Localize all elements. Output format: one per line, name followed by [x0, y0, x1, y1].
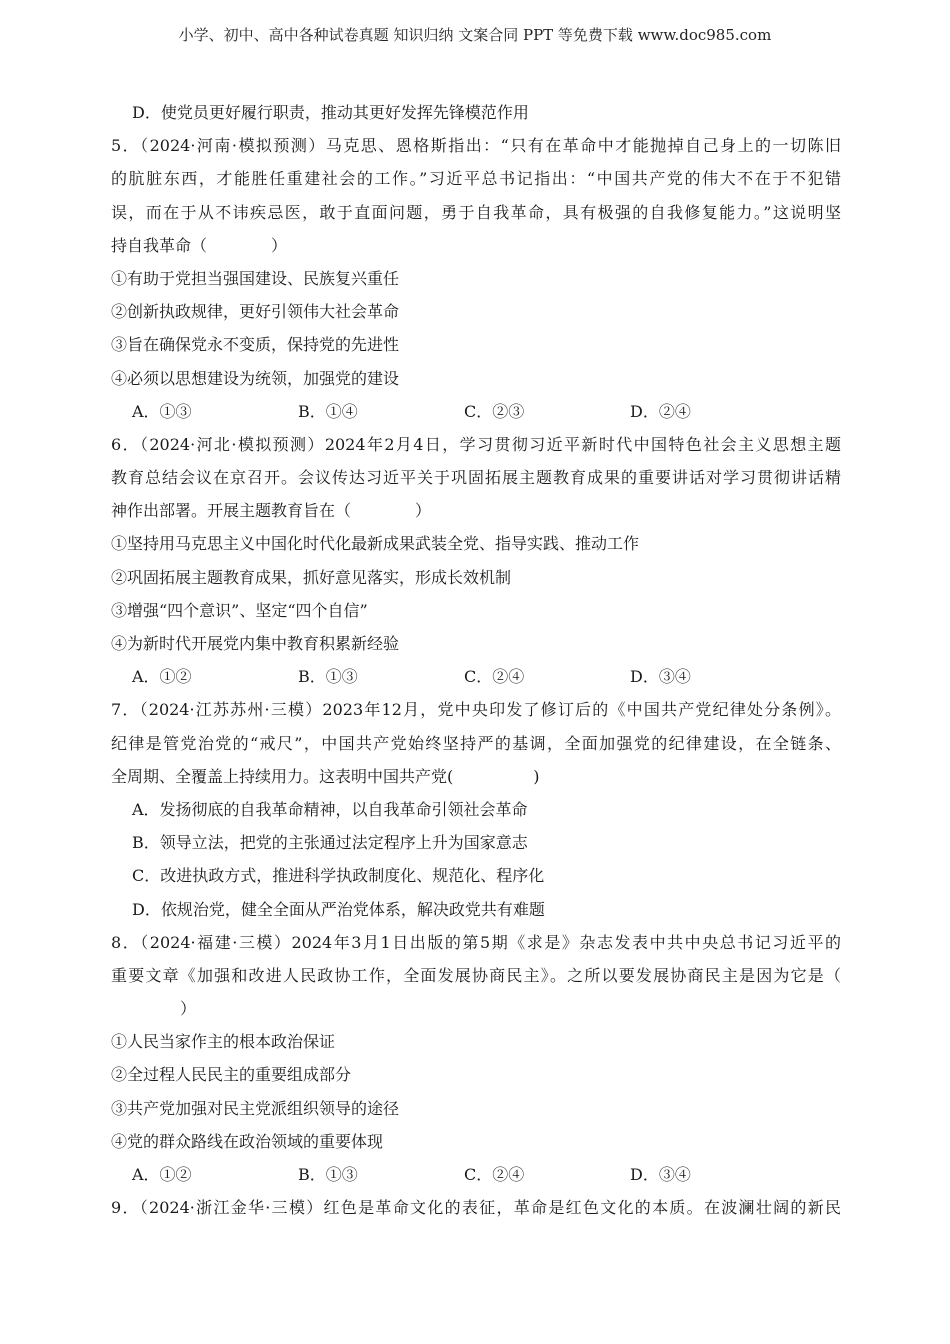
text-line: A．发扬彻底的自我革命精神，以自我革命引领社会革命: [132, 799, 528, 819]
answer-option: A．①③: [132, 401, 192, 421]
answer-option: B．①③: [298, 1165, 358, 1184]
text-line: ③旨在确保党永不变质，保持党的先进性: [111, 335, 400, 355]
answer-option: C．②④: [464, 667, 525, 687]
text-line: C．改进执政方式，推进科学执政制度化、规范化、程序化: [132, 866, 545, 886]
answer-option: C．②④: [464, 1165, 525, 1184]
answer-options: [111, 1158, 841, 1191]
text-line: 神作出部署。开展主题教育旨在（ ）: [111, 501, 432, 521]
answer-option: A．①②: [132, 667, 192, 687]
exam-content: [111, 96, 841, 1224]
text-line: 教育总结会议在京召开。会议传达习近平关于巩固拓展主题教育成果的重要讲话对学习贯彻讲话精: [111, 468, 841, 488]
answer-options: [111, 660, 841, 693]
text-line: ②全过程人民民主的重要组成部分: [111, 1065, 352, 1085]
text-line: 6．（2024·河北·模拟预测）2024年2月4日，学习贯彻习近平新时代中国特色社会主义思想主题: [111, 434, 841, 454]
text-line: 全周期、全覆盖上持续用力。这表明中国共产党( ): [111, 766, 540, 786]
answer-option: D．③④: [630, 1165, 691, 1184]
text-line: 7．（2024·江苏苏州·三模）2023年12月，党中央印发了修订后的《中国共产党纪律处分条例》。: [111, 700, 841, 720]
text-line: ①有助于党担当强国建设、民族复兴重任: [111, 268, 400, 288]
text-line: ③共产党加强对民主党派组织领导的途径: [111, 1098, 400, 1118]
text-line: 8．（2024·福建·三模）2024年3月1日出版的第5期《求是》杂志发表中共中央总书记习近平的: [111, 932, 841, 952]
text-line: 持自我革命（ ）: [111, 235, 288, 255]
answer-option: D．②④: [630, 401, 691, 421]
text-line: ）: [132, 999, 197, 1019]
text-line: ④党的群众路线在政治领域的重要体现: [111, 1131, 384, 1151]
text-line: 纪律是管党治党的“戒尺”，中国共产党始终坚持严的基调，全面加强党的纪律建设，在全链条、: [111, 733, 841, 753]
text-line: ②巩固拓展主题教育成果，抓好意见落实，形成长效机制: [111, 567, 512, 587]
text-line: 重要文章《加强和改进人民政协工作，全面发展协商民主》。之所以要发展协商民主是因为它是（: [111, 965, 841, 985]
text-line: ②创新执政规律，更好引领伟大社会革命: [111, 302, 400, 322]
answer-option: B．①④: [298, 401, 358, 421]
text-line: D．使党员更好履行职责，推动其更好发挥先锋模范作用: [132, 103, 529, 122]
answer-option: B．①③: [298, 667, 358, 687]
text-line: ①坚持用马克思主义中国化时代化最新成果武装全党、指导实践、推动工作: [111, 534, 640, 554]
text-line: B．领导立法，把党的主张通过法定程序上升为国家意志: [132, 833, 528, 853]
text-line: 9．（2024·浙江金华·三模）红色是革命文化的表征，革命是红色文化的本质。在波澜壮阔的新民: [111, 1198, 841, 1218]
text-line: D．依规治党，健全全面从严治党体系，解决政党共有难题: [132, 899, 545, 919]
text-line: ④为新时代开展党内集中教育积累新经验: [111, 634, 400, 653]
text-line: 误，而在于从不讳疾忌医，敢于直面问题，勇于自我革命，具有极强的自我修复能力。”这说明坚: [111, 202, 841, 222]
page-header: 小学、初中、高中各种试卷真题 知识归纳 文案合同 PPT 等免费下载 www.doc985.com: [178, 26, 772, 44]
answer-option: A．①②: [132, 1165, 192, 1184]
text-line: 5．（2024·河南·模拟预测）马克思、恩格斯指出：“只有在革命中才能抛掉自己身上的一切陈旧: [111, 136, 841, 156]
answer-option: D．③④: [630, 667, 691, 687]
text-line: ④必须以思想建设为统领，加强党的建设: [111, 368, 400, 388]
answer-options: [111, 395, 841, 428]
text-line: 的肮脏东西，才能胜任重建社会的工作。”习近平总书记指出：“中国共产党的伟大不在于不犯错: [111, 169, 841, 189]
answer-option: C．②③: [464, 401, 525, 421]
text-line: ①人民当家作主的根本政治保证: [111, 1032, 336, 1052]
text-line: ③增强“四个意识”、坚定“四个自信”: [111, 600, 368, 620]
